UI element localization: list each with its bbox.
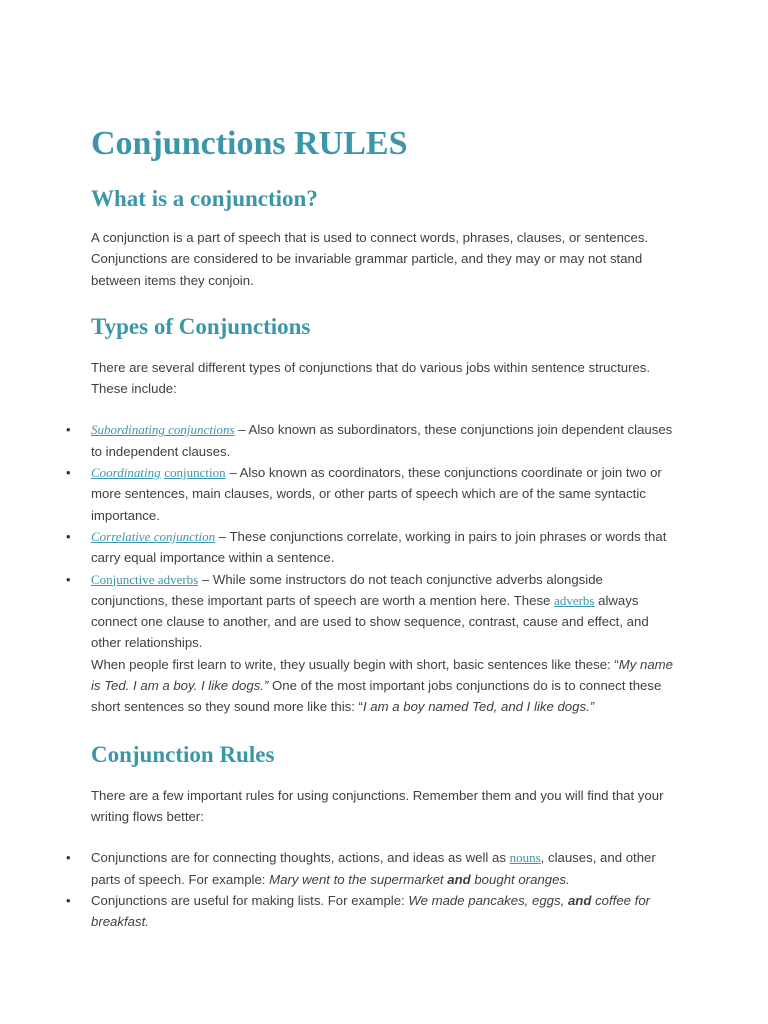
- example-emphasis: and: [567, 892, 592, 908]
- list-item-text: – Also known as subordinators, these conjunctions join dependent clauses to independent clauses.: [91, 422, 673, 459]
- page-title: Conjunctions RULES: [91, 125, 408, 162]
- example-text: coffee for breakfast.: [91, 892, 651, 930]
- document-content: [66, 118, 681, 932]
- bullet-icon: •: [66, 422, 71, 438]
- types-list: [66, 419, 681, 717]
- link-conjunctive-adverbs[interactable]: Conjunctive adverbs: [91, 571, 199, 587]
- example-text: Mary went to the supermarket: [269, 871, 448, 887]
- list-item-text: – These conjunctions correlate, working in pairs to join phrases or words that carry equal importance within a sentence.: [91, 528, 667, 566]
- bullet-icon: •: [66, 892, 71, 908]
- list-item-text: Conjunctions are useful for making lists. For example:: [91, 892, 409, 908]
- bullet-icon: •: [66, 465, 71, 481]
- note-example: My name is Ted. I am a boy. I like dogs.”: [91, 656, 673, 694]
- section-heading-what-is: What is a conjunction?: [91, 186, 318, 211]
- list-item: [66, 890, 681, 933]
- rules-list: [66, 847, 681, 932]
- list-item-text: always connect one clause to another, and are used to show sequence, contrast, cause and effect, and other relationships.: [91, 592, 649, 651]
- section-heading-rules: Conjunction Rules: [91, 741, 275, 767]
- bullet-icon: •: [66, 850, 71, 866]
- paragraph-definition: A conjunction is a part of speech that is used to connect words, phrases, clauses, or sentences. Conjunctions are considered to be invariable grammar particle, and they may or may not stand between items they conjoin.: [91, 230, 649, 288]
- note-text: When people first learn to write, they usually begin with short, basic sentences like these: “: [91, 656, 619, 672]
- paragraph-types-intro: There are several different types of conjunctions that do various jobs within sentence structures. These include:: [91, 359, 651, 397]
- list-item: [66, 569, 681, 718]
- link-correlative-conjunction[interactable]: Correlative conjunction: [91, 528, 216, 544]
- note-text: One of the most important jobs conjunctions do is to connect these short sentences so they sound more like this: “: [91, 678, 662, 715]
- link-conjunction[interactable]: conjunction: [164, 465, 226, 481]
- list-item-text: Conjunctions are for connecting thoughts, actions, and ideas as well as: [91, 850, 510, 866]
- note-example: I am a boy named Ted, and I like dogs.”: [362, 699, 595, 715]
- section-heading-types: Types of Conjunctions: [91, 313, 311, 339]
- bullet-icon: •: [66, 528, 71, 544]
- example-text: bought oranges.: [470, 871, 570, 887]
- list-item-text: – While some instructors do not teach conjunctive adverbs alongside conjunctions, these important parts of speech are worth a mention here. These: [91, 571, 603, 608]
- link-coordinating[interactable]: Coordinating: [91, 465, 161, 481]
- list-item-text: – Also known as coordinators, these conjunctions coordinate or join two or more sentences, main clauses, words, or other parts of speech which are of the same syntactic importance.: [91, 465, 662, 523]
- list-item: [66, 847, 681, 890]
- paragraph-rules-intro: There are a few important rules for using conjunctions. Remember them and you will find that your writing flows better:: [91, 787, 664, 824]
- link-adverbs[interactable]: adverbs: [554, 592, 595, 608]
- example-emphasis: and: [447, 871, 471, 887]
- list-item: [66, 526, 681, 569]
- link-subordinating-conjunctions[interactable]: Subordinating conjunctions: [91, 422, 235, 438]
- list-item: [66, 462, 681, 526]
- list-item-text: , clauses, and other parts of speech. For example:: [91, 850, 656, 887]
- example-text: We made pancakes, eggs,: [408, 892, 568, 908]
- bullet-icon: •: [66, 571, 71, 587]
- list-item: [66, 419, 681, 462]
- link-nouns[interactable]: nouns: [509, 850, 541, 866]
